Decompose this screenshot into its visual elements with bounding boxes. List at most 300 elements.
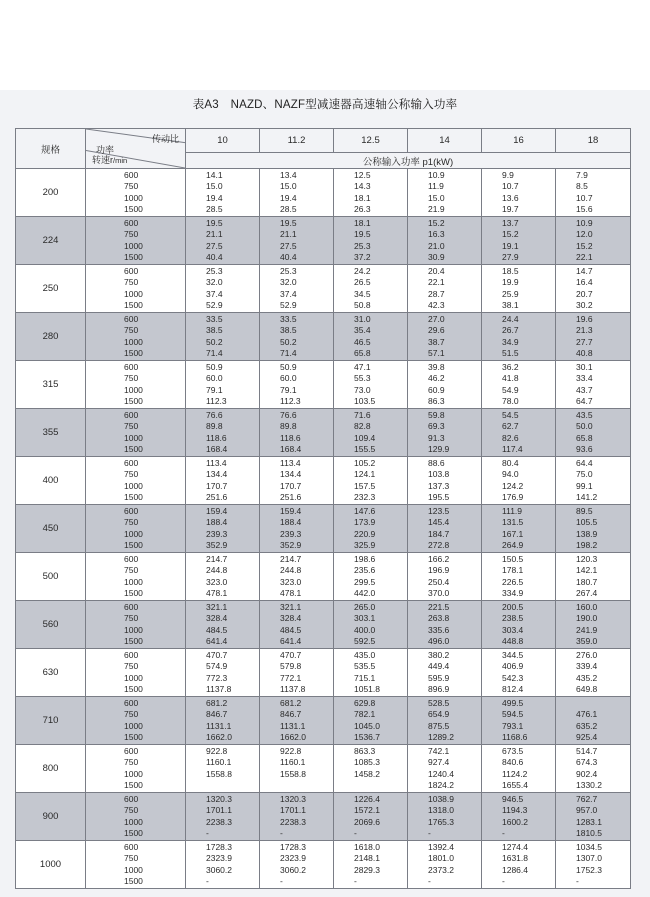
power-value: 37.4 bbox=[206, 288, 223, 299]
power-value: 134.4 bbox=[280, 469, 302, 480]
speed-value: 600 bbox=[124, 265, 139, 276]
power-value: 52.9 bbox=[206, 299, 223, 310]
power-value: 250.4 bbox=[428, 576, 450, 587]
power-value: 188.4 bbox=[206, 517, 228, 528]
power-value: 681.2 bbox=[280, 697, 302, 708]
power-value: 19.6 bbox=[576, 313, 593, 324]
power-value: 25.9 bbox=[502, 288, 519, 299]
power-value: - bbox=[502, 827, 505, 838]
power-cell bbox=[260, 313, 334, 361]
power-value bbox=[556, 698, 630, 709]
power-value: 1045.0 bbox=[354, 720, 380, 731]
power-value: - bbox=[206, 875, 209, 886]
power-cell bbox=[186, 649, 260, 697]
power-value: 54.5 bbox=[502, 409, 519, 420]
power-value: 2323.9 bbox=[280, 853, 306, 864]
power-value: 40.4 bbox=[206, 251, 223, 262]
speed-value: 600 bbox=[124, 793, 139, 804]
power-value: 3060.2 bbox=[280, 864, 306, 875]
power-value: 200.5 bbox=[502, 601, 524, 612]
power-value: 50.8 bbox=[354, 299, 371, 310]
power-value: 33.5 bbox=[206, 313, 223, 324]
power-value: 168.4 bbox=[206, 443, 228, 454]
power-cell bbox=[482, 745, 556, 793]
speed-value: 1000 bbox=[124, 432, 143, 443]
power-value: 19.5 bbox=[206, 217, 223, 228]
ratio-header-11-2: 11.2 bbox=[260, 129, 334, 153]
power-cell bbox=[186, 265, 260, 313]
speed-value: 750 bbox=[124, 421, 139, 432]
power-value: 478.1 bbox=[206, 587, 228, 598]
power-cell bbox=[260, 361, 334, 409]
power-cell bbox=[186, 793, 260, 841]
table-row bbox=[16, 841, 631, 889]
speed-value: 750 bbox=[124, 565, 139, 576]
power-value: 772.3 bbox=[206, 672, 228, 683]
power-cell bbox=[482, 841, 556, 889]
power-cell bbox=[556, 601, 631, 649]
power-value: 78.0 bbox=[502, 395, 519, 406]
power-cell bbox=[556, 649, 631, 697]
power-value: 79.1 bbox=[280, 384, 297, 395]
speed-value: 600 bbox=[124, 409, 139, 420]
power-value: 73.0 bbox=[354, 384, 371, 395]
speed-value: 1000 bbox=[124, 816, 143, 827]
power-value: 449.4 bbox=[428, 661, 450, 672]
power-value: 32.0 bbox=[280, 277, 297, 288]
power-cell bbox=[408, 169, 482, 217]
power-value: 36.2 bbox=[502, 361, 519, 372]
power-cell bbox=[482, 649, 556, 697]
power-cell bbox=[334, 697, 408, 745]
power-cell bbox=[482, 313, 556, 361]
power-value: 264.9 bbox=[502, 539, 524, 550]
power-value: 1051.8 bbox=[354, 683, 380, 694]
ratio-label: 传动比 bbox=[151, 134, 179, 144]
power-value: 27.9 bbox=[502, 251, 519, 262]
speed-value: 1000 bbox=[124, 576, 143, 587]
power-value: 1085.3 bbox=[354, 757, 380, 768]
speed-value: 1500 bbox=[124, 875, 143, 886]
power-value: 176.9 bbox=[502, 491, 524, 502]
power-value: - bbox=[354, 875, 357, 886]
power-value: 922.8 bbox=[280, 745, 302, 756]
power-value: 221.5 bbox=[428, 601, 450, 612]
power-value: 29.6 bbox=[428, 325, 445, 336]
power-value: 30.9 bbox=[428, 251, 445, 262]
speed-value: 750 bbox=[124, 709, 139, 720]
power-cell bbox=[186, 745, 260, 793]
power-value: 1600.2 bbox=[502, 816, 528, 827]
speed-cell bbox=[86, 409, 186, 457]
power-value: 112.3 bbox=[280, 395, 301, 406]
power-value: 27.5 bbox=[280, 240, 297, 251]
power-value: 22.1 bbox=[576, 251, 593, 262]
power-value: 103.5 bbox=[354, 395, 376, 406]
power-value: 20.7 bbox=[576, 288, 593, 299]
power-value: 1536.7 bbox=[354, 731, 380, 742]
power-value: 499.5 bbox=[502, 697, 524, 708]
table-row bbox=[16, 745, 631, 793]
power-value: 105.5 bbox=[576, 517, 598, 528]
power-cell bbox=[334, 457, 408, 505]
power-value: 166.2 bbox=[428, 553, 450, 564]
power-cell bbox=[186, 169, 260, 217]
power-cell bbox=[260, 841, 334, 889]
power-value: 35.4 bbox=[354, 325, 371, 336]
speed-value: 600 bbox=[124, 457, 139, 468]
power-value: 1286.4 bbox=[502, 864, 528, 875]
power-cell bbox=[482, 601, 556, 649]
power-value: 226.5 bbox=[502, 576, 524, 587]
speed-cell bbox=[86, 505, 186, 553]
power-cell bbox=[260, 649, 334, 697]
speed-cell bbox=[86, 553, 186, 601]
power-value: 15.0 bbox=[280, 181, 297, 192]
power-cell bbox=[408, 217, 482, 265]
power-value: 654.9 bbox=[428, 709, 450, 720]
power-value: 321.1 bbox=[280, 601, 302, 612]
table-title: 表A3 NAZD、NAZF型减速器高速轴公称输入功率 bbox=[192, 99, 458, 111]
power-cell bbox=[186, 217, 260, 265]
power-value: 71.6 bbox=[354, 409, 371, 420]
power-value: 40.4 bbox=[280, 251, 297, 262]
power-value: 299.5 bbox=[354, 576, 376, 587]
power-value: 12.5 bbox=[354, 169, 371, 180]
power-value: 157.5 bbox=[354, 480, 376, 491]
power-value: 10.7 bbox=[576, 192, 593, 203]
power-value: 105.2 bbox=[354, 457, 376, 468]
power-value: 276.0 bbox=[576, 649, 598, 660]
power-value: 40.8 bbox=[576, 347, 593, 358]
power-cell bbox=[556, 793, 631, 841]
size-cell: 710 bbox=[16, 697, 86, 745]
power-value: 26.3 bbox=[354, 203, 371, 214]
power-value: 26.5 bbox=[354, 277, 371, 288]
power-value: 1137.8 bbox=[206, 683, 232, 694]
power-value: 50.2 bbox=[206, 336, 223, 347]
power-value: 1458.2 bbox=[354, 768, 380, 779]
power-value: 28.7 bbox=[428, 288, 445, 299]
power-cell bbox=[408, 649, 482, 697]
power-value: - bbox=[576, 875, 579, 886]
power-value: 265.0 bbox=[354, 601, 376, 612]
power-cell bbox=[260, 745, 334, 793]
size-cell: 900 bbox=[16, 793, 86, 841]
speed-value: 1500 bbox=[124, 299, 143, 310]
power-value: 1194.3 bbox=[502, 805, 528, 816]
power-value: 335.6 bbox=[428, 624, 450, 635]
power-value: 50.9 bbox=[280, 361, 297, 372]
speed-value: 600 bbox=[124, 649, 139, 660]
speed-label bbox=[92, 153, 127, 166]
speed-value: 600 bbox=[124, 697, 139, 708]
power-value: 15.2 bbox=[576, 240, 593, 251]
power-value: 21.1 bbox=[206, 229, 223, 240]
power-value: 65.8 bbox=[354, 347, 371, 358]
power-cell bbox=[260, 697, 334, 745]
speed-cell bbox=[86, 841, 186, 889]
power-value: 1038.9 bbox=[428, 793, 454, 804]
power-value: 15.0 bbox=[428, 192, 445, 203]
power-value: 442.0 bbox=[354, 587, 376, 598]
power-value: 235.6 bbox=[354, 565, 376, 576]
power-cell bbox=[186, 505, 260, 553]
speed-cell bbox=[86, 265, 186, 313]
power-value: 846.7 bbox=[206, 709, 228, 720]
power-value: 1318.0 bbox=[428, 805, 454, 816]
power-value: 1131.1 bbox=[206, 720, 232, 731]
speed-value: 750 bbox=[124, 517, 139, 528]
speed-value: 600 bbox=[124, 601, 139, 612]
power-value: 37.4 bbox=[280, 288, 297, 299]
power-value: 641.4 bbox=[280, 635, 302, 646]
power-value: 38.5 bbox=[206, 325, 223, 336]
power-value: 579.8 bbox=[280, 661, 302, 672]
power-value: 1824.2 bbox=[428, 779, 454, 790]
power-cell bbox=[334, 169, 408, 217]
power-value: 38.7 bbox=[428, 336, 445, 347]
power-cell bbox=[556, 505, 631, 553]
table-row bbox=[16, 553, 631, 601]
speed-value: 1000 bbox=[124, 480, 143, 491]
speed-value: 750 bbox=[124, 469, 139, 480]
power-cell bbox=[260, 169, 334, 217]
speed-value: 600 bbox=[124, 745, 139, 756]
speed-value: 1000 bbox=[124, 192, 143, 203]
speed-value: 600 bbox=[124, 313, 139, 324]
speed-value: 750 bbox=[124, 373, 139, 384]
power-value: 54.9 bbox=[502, 384, 519, 395]
table-row bbox=[16, 601, 631, 649]
speed-cell bbox=[86, 169, 186, 217]
power-value: 238.5 bbox=[502, 613, 524, 624]
table-row bbox=[16, 409, 631, 457]
power-value: 12.0 bbox=[576, 229, 593, 240]
power-cell bbox=[482, 697, 556, 745]
power-value: 574.9 bbox=[206, 661, 228, 672]
power-value: 782.1 bbox=[354, 709, 376, 720]
power-value: 1558.8 bbox=[206, 768, 232, 779]
power-value: 1160.1 bbox=[280, 757, 306, 768]
power-cell bbox=[334, 601, 408, 649]
power-value: 113.4 bbox=[206, 457, 227, 468]
power-value: - bbox=[502, 875, 505, 886]
power-value: 170.7 bbox=[280, 480, 302, 491]
power-value: 484.5 bbox=[206, 624, 228, 635]
power-value: 180.7 bbox=[576, 576, 598, 587]
table-row bbox=[16, 313, 631, 361]
power-table bbox=[15, 128, 631, 889]
ratio-header-16: 16 bbox=[482, 129, 556, 153]
power-value: 21.3 bbox=[576, 325, 593, 336]
power-cell bbox=[556, 841, 631, 889]
power-value: 220.9 bbox=[354, 528, 376, 539]
power-value: 31.0 bbox=[354, 313, 371, 324]
power-value: 629.8 bbox=[354, 697, 376, 708]
power-value: 267.4 bbox=[576, 587, 598, 598]
power-value: 50.0 bbox=[576, 421, 593, 432]
power-value: 863.3 bbox=[354, 745, 376, 756]
power-value: 352.9 bbox=[206, 539, 228, 550]
power-value: 1701.1 bbox=[206, 805, 232, 816]
speed-cell bbox=[86, 313, 186, 361]
power-cell bbox=[408, 697, 482, 745]
power-value: 82.8 bbox=[354, 421, 371, 432]
power-value: 47.1 bbox=[354, 361, 371, 372]
power-value: - bbox=[428, 827, 431, 838]
power-value: 124.2 bbox=[502, 480, 524, 491]
power-value: 26.7 bbox=[502, 325, 519, 336]
power-value: 88.6 bbox=[428, 457, 445, 468]
power-value: 14.7 bbox=[576, 265, 593, 276]
power-caption: 公称输入功率 p1(kW) bbox=[186, 153, 631, 169]
power-value: 635.2 bbox=[576, 720, 598, 731]
power-value: 99.1 bbox=[576, 480, 593, 491]
speed-value: 1500 bbox=[124, 635, 143, 646]
power-cell bbox=[408, 457, 482, 505]
power-value: 715.1 bbox=[354, 672, 376, 683]
power-value: 15.2 bbox=[428, 217, 445, 228]
power-value: 52.9 bbox=[280, 299, 297, 310]
speed-value: 1000 bbox=[124, 240, 143, 251]
power-value: 18.5 bbox=[502, 265, 519, 276]
power-value: 11.9 bbox=[428, 181, 444, 192]
power-value: 1160.1 bbox=[206, 757, 232, 768]
size-cell: 315 bbox=[16, 361, 86, 409]
power-value: 344.5 bbox=[502, 649, 524, 660]
power-cell bbox=[186, 361, 260, 409]
power-value: 38.1 bbox=[502, 299, 519, 310]
power-value: 303.1 bbox=[354, 613, 376, 624]
power-cell bbox=[482, 793, 556, 841]
power-cell bbox=[334, 841, 408, 889]
speed-value: 750 bbox=[124, 805, 139, 816]
speed-value: 750 bbox=[124, 661, 139, 672]
power-value: 10.7 bbox=[502, 181, 519, 192]
speed-cell bbox=[86, 745, 186, 793]
speed-value: 1500 bbox=[124, 731, 143, 742]
power-value: 75.0 bbox=[576, 469, 593, 480]
speed-value: 1500 bbox=[124, 395, 143, 406]
power-value: 1131.1 bbox=[280, 720, 306, 731]
power-value: 64.7 bbox=[576, 395, 593, 406]
power-value: 190.0 bbox=[576, 613, 598, 624]
speed-value: 1500 bbox=[124, 539, 143, 550]
power-cell bbox=[556, 745, 631, 793]
power-value: 1320.3 bbox=[206, 793, 232, 804]
power-value: 9.9 bbox=[502, 169, 514, 180]
power-value: 16.3 bbox=[428, 229, 445, 240]
power-value: 134.4 bbox=[206, 469, 228, 480]
power-value: 60.9 bbox=[428, 384, 445, 395]
power-cell bbox=[556, 217, 631, 265]
power-value: 793.1 bbox=[502, 720, 524, 731]
power-value: 34.5 bbox=[354, 288, 371, 299]
power-value: 145.4 bbox=[428, 517, 450, 528]
power-cell bbox=[260, 457, 334, 505]
power-value: 19.4 bbox=[280, 192, 297, 203]
power-value: 1289.2 bbox=[428, 731, 454, 742]
speed-cell bbox=[86, 457, 186, 505]
power-value: 846.7 bbox=[280, 709, 302, 720]
power-value: 1240.4 bbox=[428, 768, 454, 779]
power-value: 303.4 bbox=[502, 624, 524, 635]
power-value: 198.6 bbox=[354, 553, 376, 564]
speed-value: 750 bbox=[124, 181, 139, 192]
power-value bbox=[186, 780, 259, 791]
power-cell bbox=[408, 553, 482, 601]
power-cell bbox=[334, 745, 408, 793]
size-cell: 355 bbox=[16, 409, 86, 457]
power-value: 94.0 bbox=[502, 469, 519, 480]
power-value: 742.1 bbox=[428, 745, 450, 756]
power-value: 33.4 bbox=[576, 373, 593, 384]
power-value: - bbox=[280, 827, 283, 838]
power-cell bbox=[408, 361, 482, 409]
power-value: - bbox=[280, 875, 283, 886]
power-value: 138.9 bbox=[576, 528, 598, 539]
power-cell bbox=[260, 217, 334, 265]
power-value: 28.5 bbox=[280, 203, 297, 214]
table-row bbox=[16, 361, 631, 409]
speed-value: 600 bbox=[124, 505, 139, 516]
power-cell bbox=[334, 505, 408, 553]
speed-value: 600 bbox=[124, 841, 139, 852]
power-value: 65.8 bbox=[576, 432, 593, 443]
power-value: 24.4 bbox=[502, 313, 519, 324]
size-cell: 450 bbox=[16, 505, 86, 553]
power-value: 198.2 bbox=[576, 539, 598, 550]
table-row bbox=[16, 793, 631, 841]
power-value: 244.8 bbox=[206, 565, 228, 576]
power-value: 251.6 bbox=[280, 491, 302, 502]
ratio-header-12-5: 12.5 bbox=[334, 129, 408, 153]
power-value: 91.3 bbox=[428, 432, 445, 443]
power-value: 62.7 bbox=[502, 421, 519, 432]
power-value: 484.5 bbox=[280, 624, 302, 635]
power-value: 109.4 bbox=[354, 432, 376, 443]
power-value: 25.3 bbox=[280, 265, 297, 276]
power-value: 1662.0 bbox=[280, 731, 306, 742]
power-value: 1274.4 bbox=[502, 841, 528, 852]
speed-value: 600 bbox=[124, 553, 139, 564]
speed-value: 1500 bbox=[124, 827, 143, 838]
speed-value: 1000 bbox=[124, 624, 143, 635]
ratio-header-18: 18 bbox=[556, 129, 631, 153]
power-value: 117.4 bbox=[502, 443, 523, 454]
power-value: 89.5 bbox=[576, 505, 593, 516]
power-value: 89.8 bbox=[280, 421, 297, 432]
power-value: 14.3 bbox=[354, 181, 371, 192]
power-value: 762.7 bbox=[576, 793, 598, 804]
power-value: 592.5 bbox=[354, 635, 376, 646]
power-value: 528.5 bbox=[428, 697, 450, 708]
power-value: 922.8 bbox=[206, 745, 228, 756]
power-value: 59.8 bbox=[428, 409, 445, 420]
power-value: 19.7 bbox=[502, 203, 519, 214]
power-value: 89.8 bbox=[206, 421, 223, 432]
power-cell bbox=[186, 601, 260, 649]
power-value: 476.1 bbox=[576, 709, 598, 720]
power-cell bbox=[334, 361, 408, 409]
power-cell bbox=[186, 457, 260, 505]
power-value: 1320.3 bbox=[280, 793, 306, 804]
power-cell bbox=[408, 313, 482, 361]
speed-value: 1500 bbox=[124, 203, 143, 214]
power-value: 478.1 bbox=[280, 587, 302, 598]
power-value: 159.4 bbox=[206, 505, 228, 516]
